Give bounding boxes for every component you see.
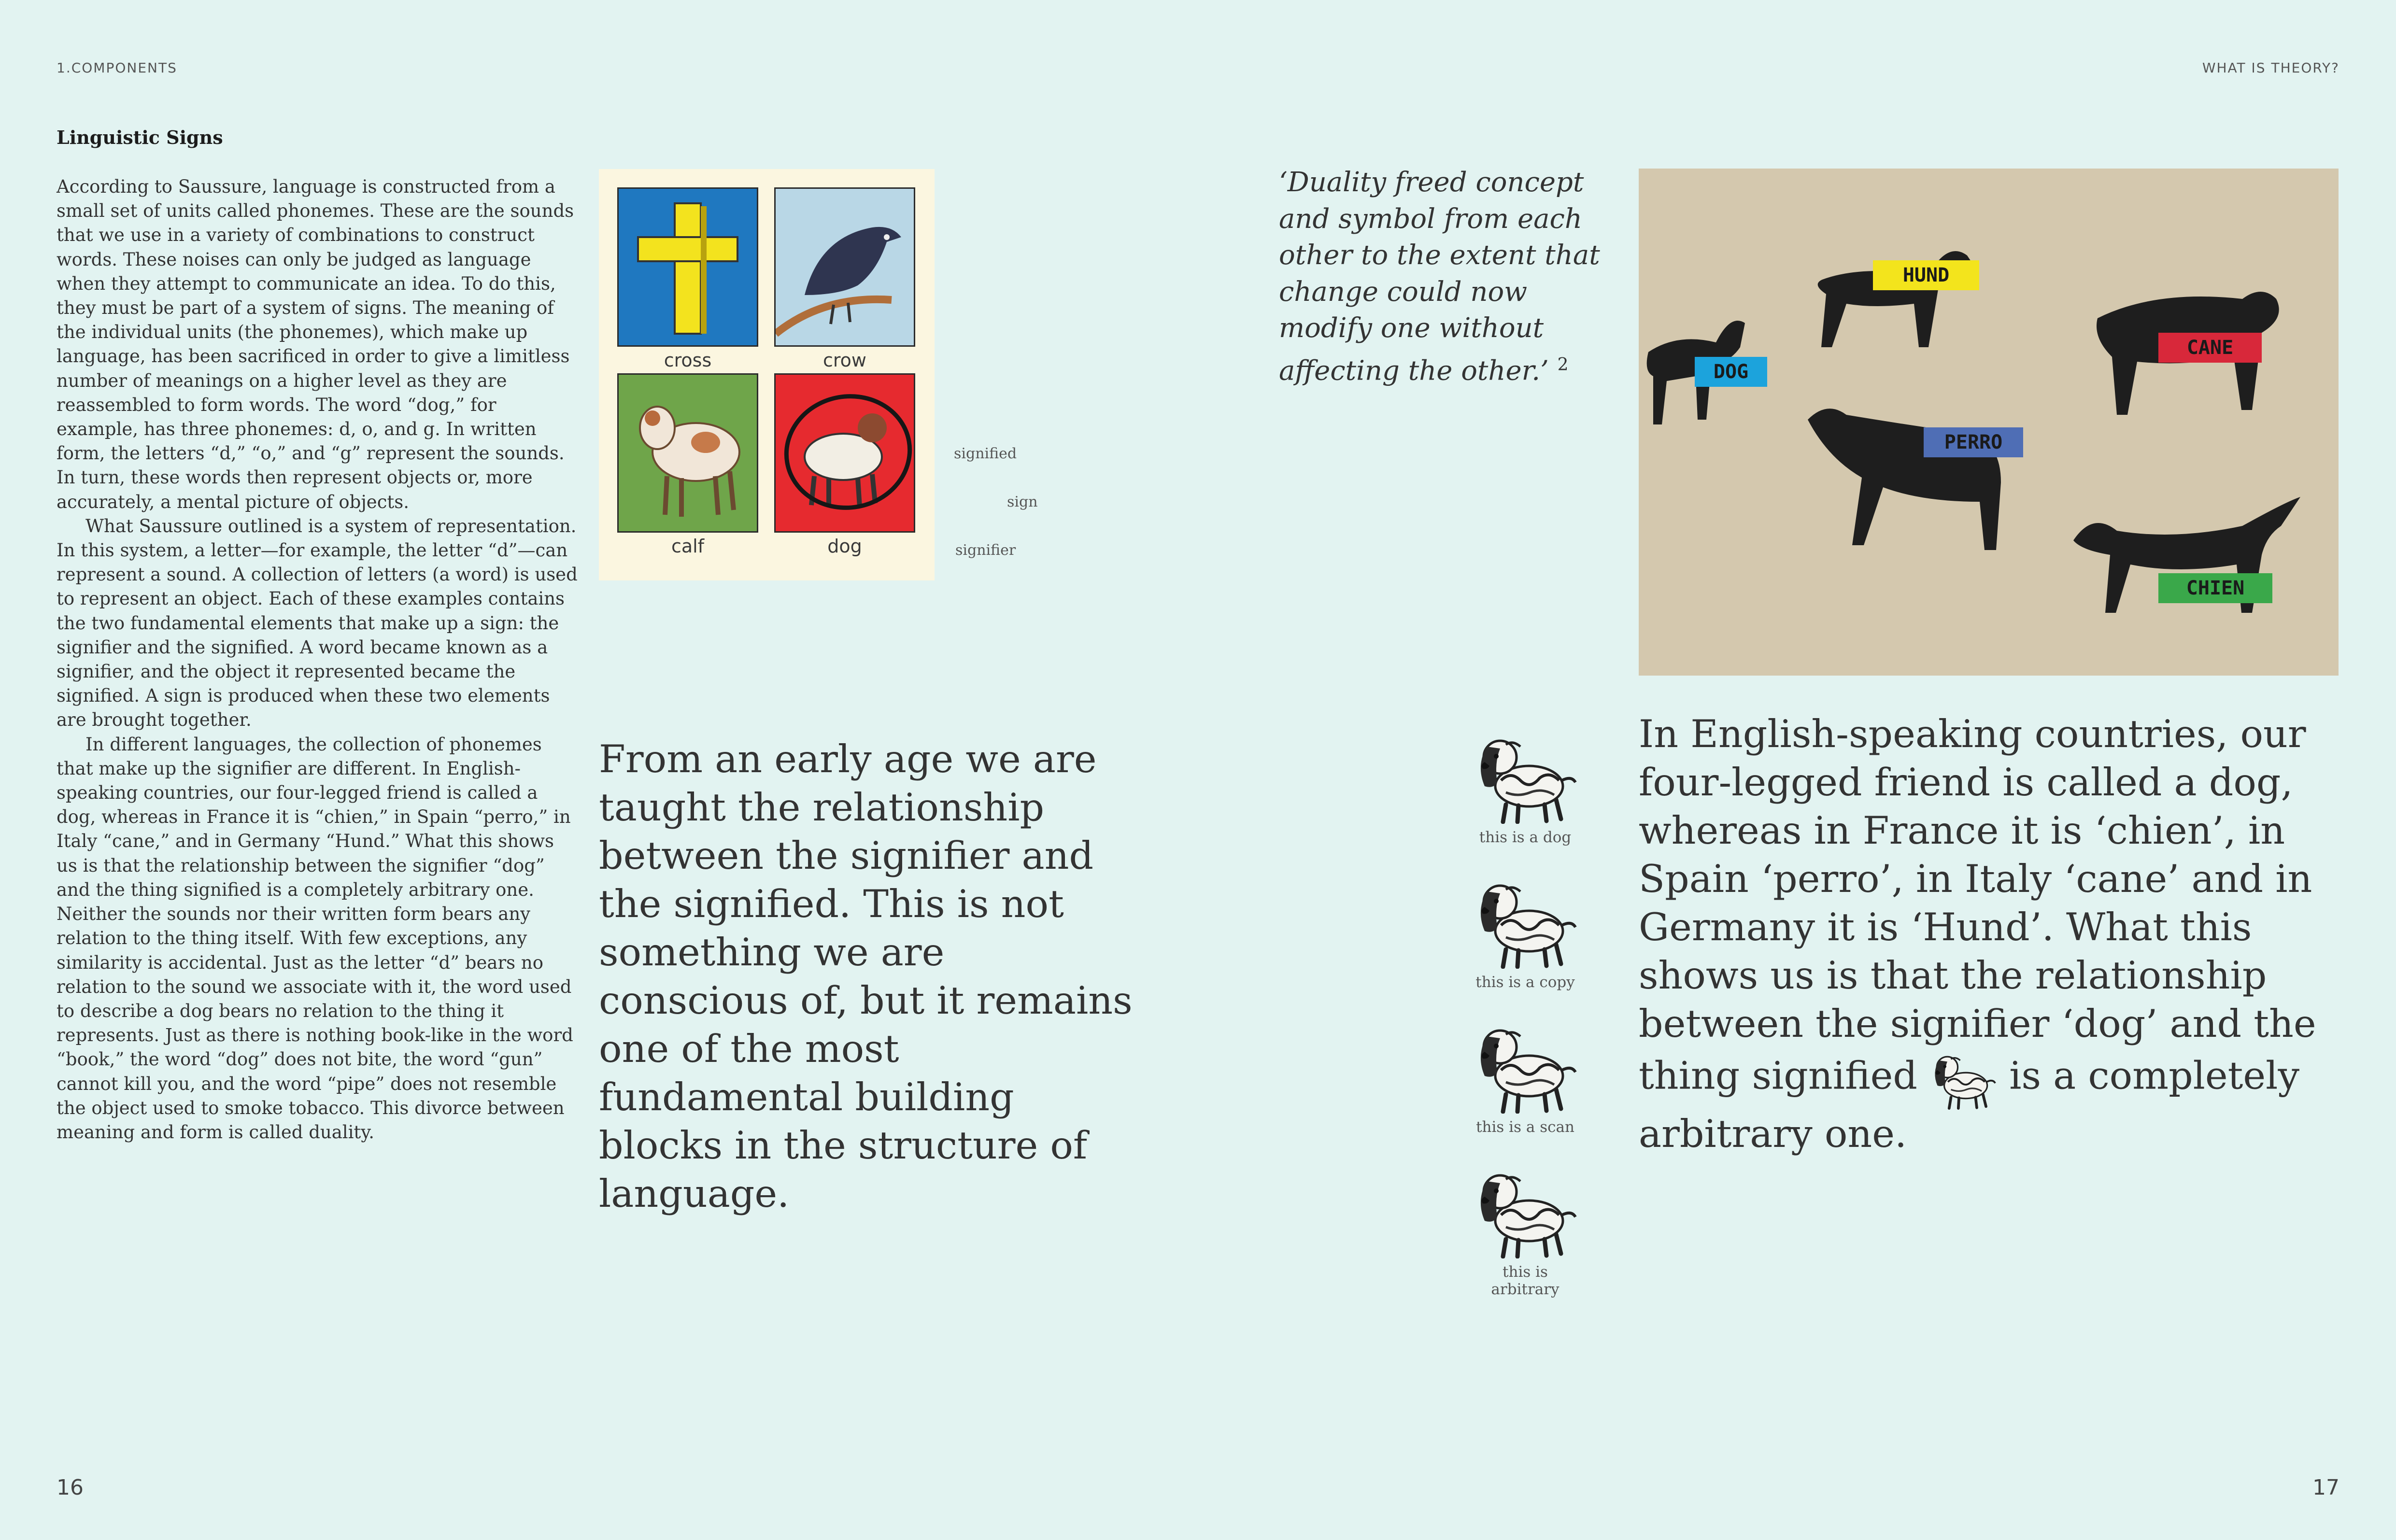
dog-engraving [1472,872,1578,969]
grid-caption: calf [671,536,705,557]
paragraph: In different languages, the collection of phonemes that make up the signifier are different. In English-speaking countries, our four-legged friend is called a dog, whereas in France it is “chien,” in Spain “perro,” in Italy “cane,” and in Germany “Hund.” What this shows us is that the relationship between the signifier “dog” and the thing signified is a completely arbitrary one. Neither the sounds nor their written form bears any relation to the thing itself. With few exceptions, any similarity is accidental. Just as the letter “d” bears no relation to the sound we associate with it, the word used to describe a dog bears no relation to the thing it represents. Just as there is nothing book-like in the word “book,” the word “dog” does not bite, the word “gun” cannot kill you, and the word “pipe” does not resemble the object used to smoke tobacco. This divorce between meaning and form is called duality. [57,734,573,1143]
footnote-ref: 2 [1557,354,1569,375]
dog-figure [1467,1162,1583,1298]
stencil-dogs-photo [1639,169,2339,676]
dog-engraving [1472,1017,1578,1114]
dog-engraving [1472,1162,1578,1258]
cross-picture [617,187,758,347]
pull-quote [1279,164,1627,389]
pull-text-main: In English-speaking countries, our four-legged friend is called a dog, whereas in France it is ‘chien’, in Spain ‘perro’, in Italy ‘cane’ and in Germany it is ‘Hund’. What this shows us is that the relationship between the signifier ‘dog’ and the thing signified [1639,712,2316,1098]
calf-picture [617,373,758,533]
picture-grid [599,169,935,580]
dog-picture [774,373,915,533]
running-head-left: 1.COMPONENTS [57,60,177,76]
quote-text: ‘Duality freed concept and symbol from each other to the extent that change could now modify one without affecting the other.’ [1279,167,1600,387]
dog-figure [1467,872,1583,991]
dog-figure [1467,727,1583,846]
inline-dog-image [1929,1048,1997,1110]
paragraph: According to Saussure, language is constructed from a small set of units called phonemes. These are the sounds that we use in a variety of combinations to construct words. These noises can only be judged as language when they attempt to communicate an idea. To do this, they must be part of a system of signs. The meaning of the individual units (the phonemes), which make up language, has been sacrificed in order to give a limitless number of meanings on a higher level as they are reassembled to form words. The word “dog,” for example, has three phonemes: d, o, and g. In written form, the letters “d,” “o,” and “g” represent the sounds. In turn, these words then represent objects or, more accurately, a mental picture of objects. [57,176,574,512]
body-text [57,175,578,1144]
tag-hund: HUND [1873,260,1979,290]
pull-text-right [1639,710,2349,1158]
grid-caption: cross [664,350,712,371]
label-signifier: signifier [955,542,1016,559]
crow-picture [774,187,915,347]
pull-text: From an early age we are taught the relationship between the signifier and the signified. This is not something we are conscious of, but it remains one of the most fundamental building blocks in the structure of language. [599,737,1133,1216]
page-number-right: 17 [2312,1475,2339,1500]
tag-cane: CANE [2158,333,2262,363]
pull-text-end: is a completely arbitrary one. [1639,1053,2300,1156]
tag-chien: CHIEN [2158,573,2272,603]
label-sign: sign [1007,494,1038,510]
dog-figure [1467,1017,1583,1136]
paragraph: What Saussure outlined is a system of representation. In this system, a letter—for example, the letter “d”—can represent a sound. A collection of letters (a word) is used to represent an object. Each of these examples contains the two fundamental elements that make up a sign: the signifier and the signified. A word became known as a signifier, and the object it represented became the signified. A sign is produced when these two elements are brought together. [57,515,578,731]
dog-caption: this is a scan [1476,1118,1574,1136]
page-number-left: 16 [57,1475,84,1500]
grid-caption: crow [822,350,866,371]
running-head-right: WHAT IS THEORY? [2202,60,2339,76]
dog-engraving [1472,727,1578,824]
dog-caption: this is arbitrary [1491,1263,1560,1298]
section-heading: Linguistic Signs [57,127,223,148]
dog-caption: this is a dog [1479,829,1572,846]
label-signified: signified [954,445,1017,462]
tag-dog: DOG [1695,357,1767,387]
dog-caption: this is a copy [1475,974,1575,991]
grid-caption: dog [827,536,862,557]
tag-perro: PERRO [1924,427,2023,457]
